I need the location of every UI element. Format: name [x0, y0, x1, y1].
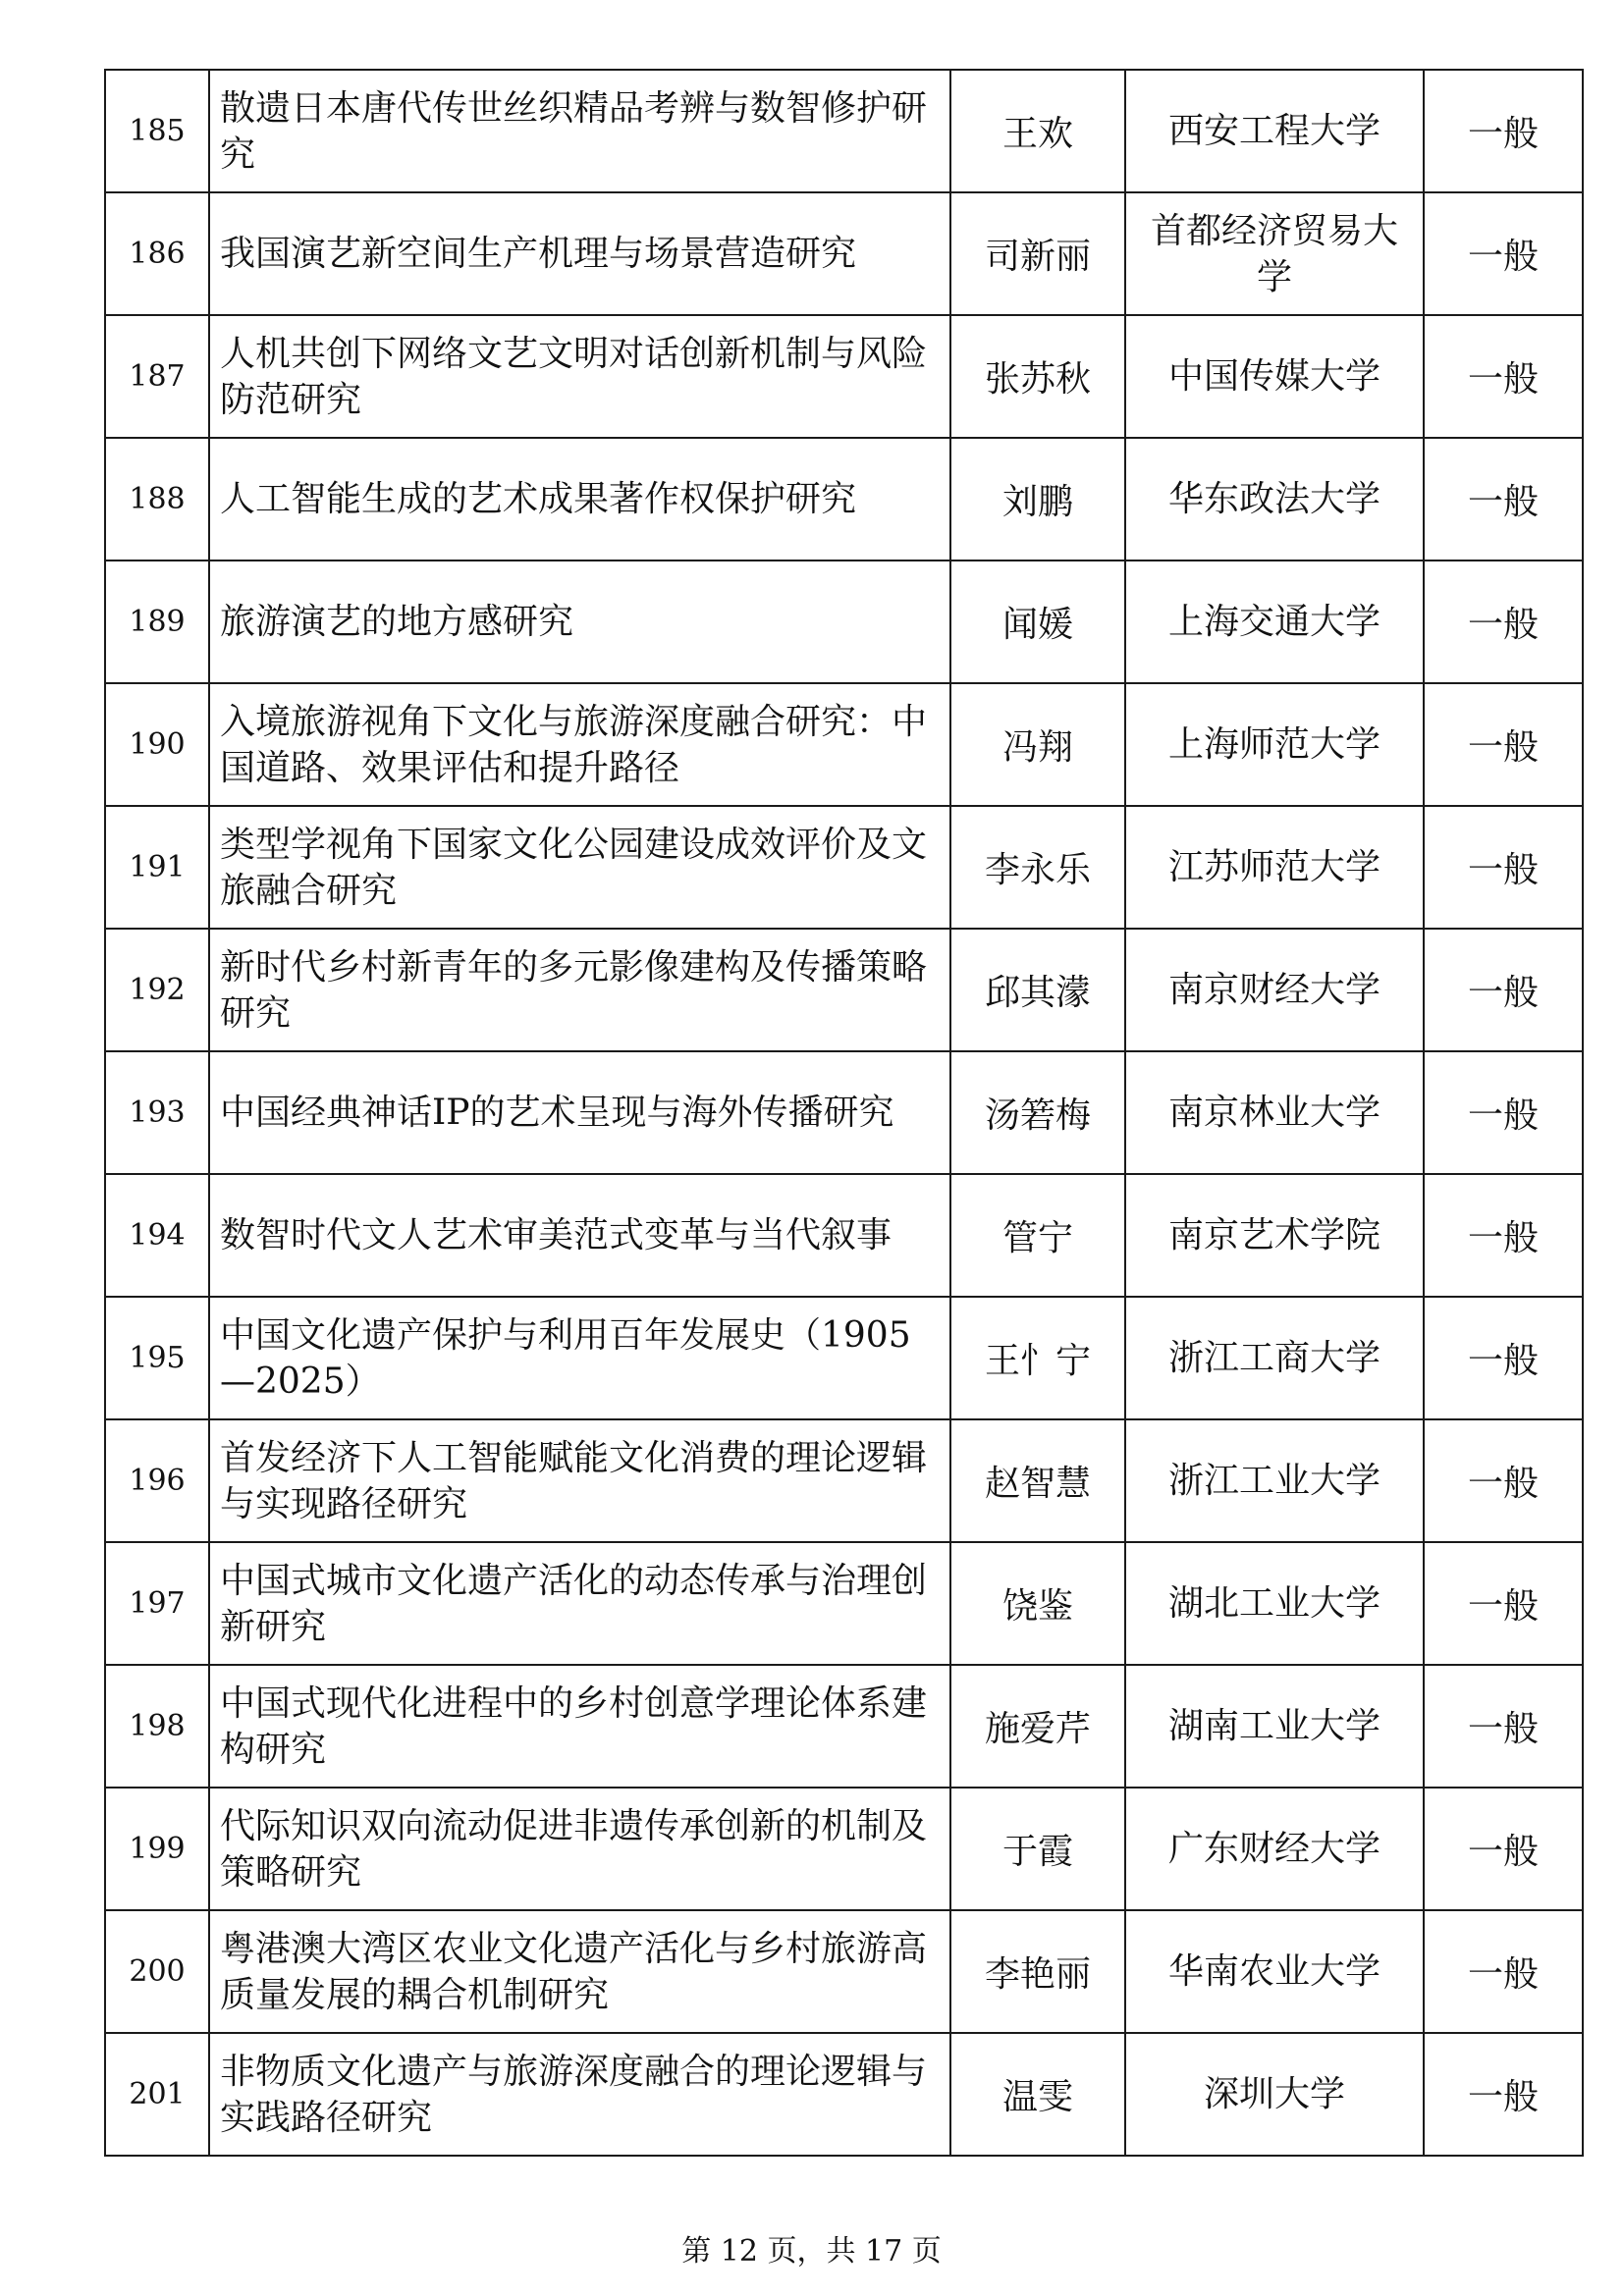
- project-category: 一般: [1424, 315, 1583, 438]
- project-leader: 张苏秋: [950, 315, 1125, 438]
- project-title: 入境旅游视角下文化与旅游深度融合研究：中国道路、效果评估和提升路径: [209, 683, 950, 806]
- table-row: [105, 315, 1583, 438]
- page-footer: 第 12 页，共 17 页: [681, 2234, 942, 2269]
- institution: 广东财经大学: [1125, 1788, 1424, 1910]
- project-category: 一般: [1424, 1419, 1583, 1542]
- row-number: 185: [105, 70, 209, 192]
- institution: 南京艺术学院: [1125, 1174, 1424, 1297]
- project-title: 粤港澳大湾区农业文化遗产活化与乡村旅游高质量发展的耦合机制研究: [209, 1910, 950, 2033]
- row-number: 188: [105, 438, 209, 561]
- project-leader: 施爱芹: [950, 1665, 1125, 1788]
- institution: 南京财经大学: [1125, 929, 1424, 1051]
- table-row: [105, 806, 1583, 929]
- row-number: 195: [105, 1297, 209, 1419]
- project-leader: 温雯: [950, 2033, 1125, 2156]
- project-category: 一般: [1424, 1051, 1583, 1174]
- institution: 湖北工业大学: [1125, 1542, 1424, 1665]
- row-number: 197: [105, 1542, 209, 1665]
- project-title: 中国文化遗产保护与利用百年发展史（1905—2025）: [209, 1297, 950, 1419]
- table-row: [105, 1910, 1583, 2033]
- project-leader: 赵智慧: [950, 1419, 1125, 1542]
- project-category: 一般: [1424, 1665, 1583, 1788]
- project-category: 一般: [1424, 192, 1583, 315]
- project-category: 一般: [1424, 806, 1583, 929]
- table-row: [105, 1174, 1583, 1297]
- project-title: 新时代乡村新青年的多元影像建构及传播策略研究: [209, 929, 950, 1051]
- project-category: 一般: [1424, 2033, 1583, 2156]
- project-leader: 李艳丽: [950, 1910, 1125, 2033]
- project-leader: 司新丽: [950, 192, 1125, 315]
- project-category: 一般: [1424, 1542, 1583, 1665]
- institution: 南京林业大学: [1125, 1051, 1424, 1174]
- project-leader: 于霞: [950, 1788, 1125, 1910]
- project-leader: 冯翔: [950, 683, 1125, 806]
- project-title: 人机共创下网络文艺文明对话创新机制与风险防范研究: [209, 315, 950, 438]
- table-row: [105, 1051, 1583, 1174]
- project-category: 一般: [1424, 929, 1583, 1051]
- row-number: 192: [105, 929, 209, 1051]
- institution: 湖南工业大学: [1125, 1665, 1424, 1788]
- table-row: [105, 1665, 1583, 1788]
- project-leader: 管宁: [950, 1174, 1125, 1297]
- project-category: 一般: [1424, 70, 1583, 192]
- table-row: [105, 1419, 1583, 1542]
- row-number: 190: [105, 683, 209, 806]
- project-title: 旅游演艺的地方感研究: [209, 561, 950, 683]
- table-row: [105, 1297, 1583, 1419]
- table-row: [105, 192, 1583, 315]
- institution: 浙江工商大学: [1125, 1297, 1424, 1419]
- row-number: 200: [105, 1910, 209, 2033]
- institution: 深圳大学: [1125, 2033, 1424, 2156]
- project-leader: 王欢: [950, 70, 1125, 192]
- project-title: 类型学视角下国家文化公园建设成效评价及文旅融合研究: [209, 806, 950, 929]
- project-category: 一般: [1424, 1297, 1583, 1419]
- institution: 华东政法大学: [1125, 438, 1424, 561]
- institution: 江苏师范大学: [1125, 806, 1424, 929]
- row-number: 191: [105, 806, 209, 929]
- institution: 中国传媒大学: [1125, 315, 1424, 438]
- table-row: [105, 1542, 1583, 1665]
- project-title: 非物质文化遗产与旅游深度融合的理论逻辑与实践路径研究: [209, 2033, 950, 2156]
- project-leader: 汤箬梅: [950, 1051, 1125, 1174]
- row-number: 187: [105, 315, 209, 438]
- project-title: 中国式现代化进程中的乡村创意学理论体系建构研究: [209, 1665, 950, 1788]
- institution: 上海师范大学: [1125, 683, 1424, 806]
- project-category: 一般: [1424, 1174, 1583, 1297]
- project-title: 我国演艺新空间生产机理与场景营造研究: [209, 192, 950, 315]
- row-number: 186: [105, 192, 209, 315]
- project-category: 一般: [1424, 438, 1583, 561]
- project-leader: 闻媛: [950, 561, 1125, 683]
- project-table: [104, 69, 1584, 2157]
- institution: 浙江工业大学: [1125, 1419, 1424, 1542]
- project-leader: 饶鉴: [950, 1542, 1125, 1665]
- project-title: 首发经济下人工智能赋能文化消费的理论逻辑与实现路径研究: [209, 1419, 950, 1542]
- project-leader: 李永乐: [950, 806, 1125, 929]
- table-row: [105, 683, 1583, 806]
- row-number: 194: [105, 1174, 209, 1297]
- project-category: 一般: [1424, 683, 1583, 806]
- table-row: [105, 70, 1583, 192]
- row-number: 189: [105, 561, 209, 683]
- project-leader: 王忄宁: [950, 1297, 1125, 1419]
- table-row: [105, 438, 1583, 561]
- project-leader: 邱其濛: [950, 929, 1125, 1051]
- project-title: 散遗日本唐代传世丝织精品考辨与数智修护研究: [209, 70, 950, 192]
- row-number: 198: [105, 1665, 209, 1788]
- institution: 上海交通大学: [1125, 561, 1424, 683]
- project-category: 一般: [1424, 1910, 1583, 2033]
- project-title: 代际知识双向流动促进非遗传承创新的机制及策略研究: [209, 1788, 950, 1910]
- table-row: [105, 1788, 1583, 1910]
- table-row: [105, 929, 1583, 1051]
- project-title: 数智时代文人艺术审美范式变革与当代叙事: [209, 1174, 950, 1297]
- table-row: [105, 2033, 1583, 2156]
- project-table-body: [105, 70, 1583, 2156]
- project-category: 一般: [1424, 561, 1583, 683]
- row-number: 196: [105, 1419, 209, 1542]
- row-number: 199: [105, 1788, 209, 1910]
- project-category: 一般: [1424, 1788, 1583, 1910]
- project-title: 人工智能生成的艺术成果著作权保护研究: [209, 438, 950, 561]
- row-number: 193: [105, 1051, 209, 1174]
- institution: 华南农业大学: [1125, 1910, 1424, 2033]
- project-leader: 刘鹏: [950, 438, 1125, 561]
- institution: 西安工程大学: [1125, 70, 1424, 192]
- project-title: 中国经典神话IP的艺术呈现与海外传播研究: [209, 1051, 950, 1174]
- row-number: 201: [105, 2033, 209, 2156]
- project-title: 中国式城市文化遗产活化的动态传承与治理创新研究: [209, 1542, 950, 1665]
- table-row: [105, 561, 1583, 683]
- institution: 首都经济贸易大学: [1125, 192, 1424, 315]
